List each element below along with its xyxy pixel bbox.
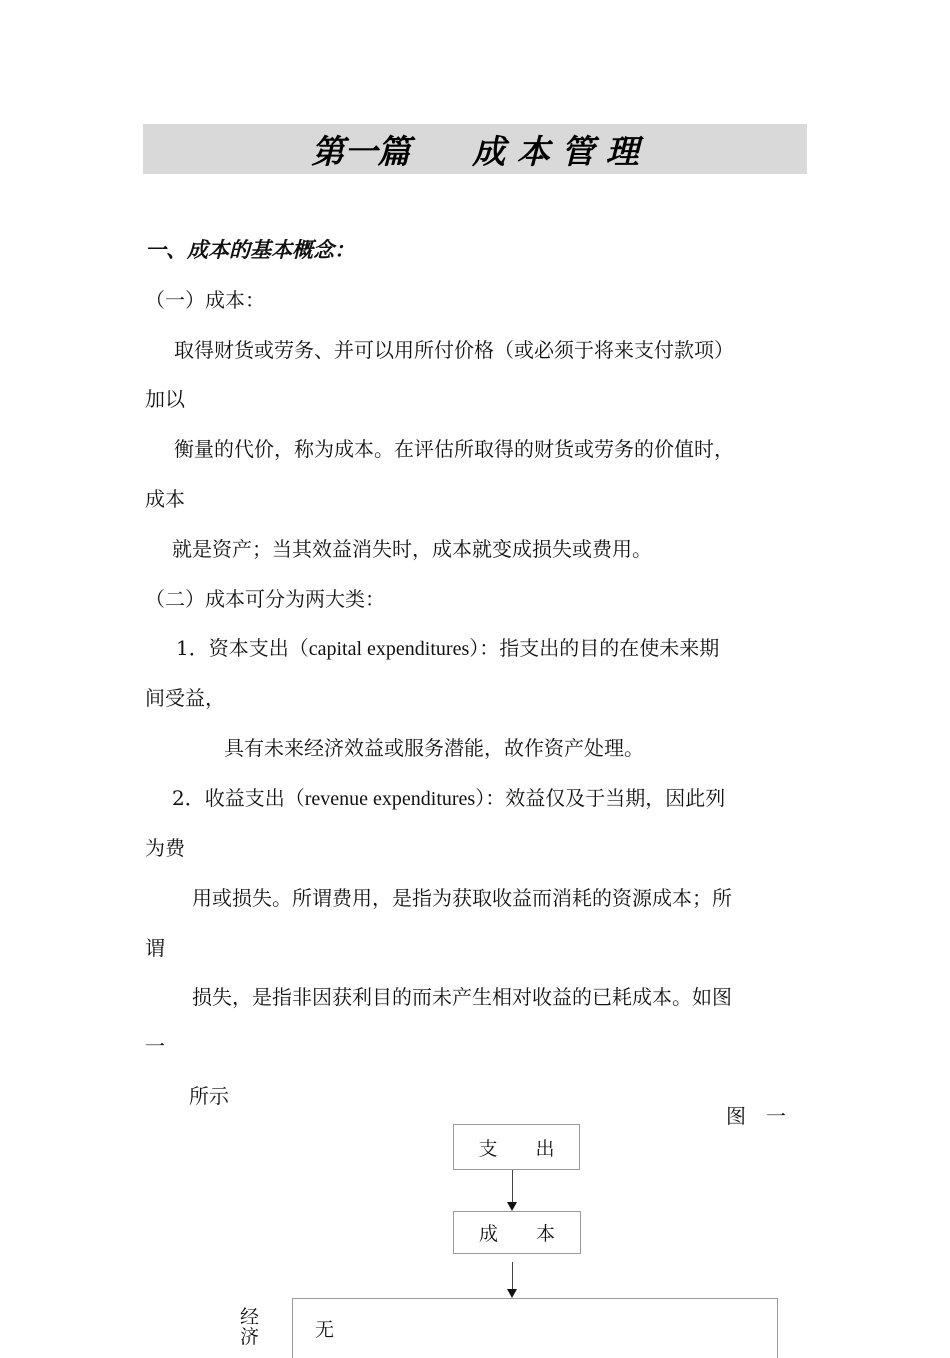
- paragraph-line: 取得财货或劳务、并可以用所付价格（或必须于将来支付款项）: [174, 338, 734, 362]
- flow-arrow-line: [512, 1170, 513, 1204]
- flow-branch-box: [292, 1298, 778, 1358]
- english-term: revenue expenditures: [304, 788, 476, 810]
- title-part-chapter: 第一篇: [311, 131, 411, 171]
- paragraph-line: 成本: [145, 487, 185, 511]
- paragraph-line: 一: [145, 1034, 165, 1058]
- list-item-capital: [176, 636, 719, 661]
- section-heading: 一、成本的基本概念：: [145, 238, 355, 262]
- flow-box-expenditure: 支 出: [453, 1124, 580, 1170]
- flow-branch-text: 无: [315, 1319, 335, 1341]
- paragraph-line: 加以: [145, 387, 185, 411]
- paragraph-line: 所示: [189, 1084, 229, 1108]
- flow-box-cost: 成 本: [453, 1211, 581, 1254]
- flow-arrow-line: [512, 1262, 513, 1290]
- flow-side-label-char: 经: [240, 1306, 260, 1328]
- title-part-subject: 成 本 管 理: [472, 131, 639, 171]
- paragraph-line: 间受益，: [145, 686, 225, 710]
- list-item-suffix: ）：效益仅及于当期，因此列: [475, 786, 726, 810]
- arrow-down-icon: [507, 1202, 517, 1211]
- paragraph-line: 用或损失。所谓费用，是指为获取收益而消耗的资源成本；所: [192, 886, 732, 910]
- paragraph-line: 谓: [145, 936, 165, 960]
- list-item-suffix: ）：指支出的目的在使未来期: [469, 636, 720, 660]
- paragraph-line: 就是资产；当其效益消失时，成本就变成损失或费用。: [172, 537, 652, 561]
- flow-side-label-char: 济: [240, 1326, 260, 1348]
- title-banner: [143, 124, 807, 174]
- english-term: capital expenditures: [308, 638, 470, 660]
- figure-label: 图 一: [726, 1104, 786, 1128]
- subsection-heading-categories: （二）成本可分为两大类：: [145, 587, 385, 611]
- subsection-heading-cost: （一）成本：: [145, 288, 265, 312]
- list-item-prefix: 2．收益支出（: [172, 786, 305, 810]
- paragraph-line: 衡量的代价，称为成本。在评估所取得的财货或劳务的价值时，: [174, 437, 734, 461]
- paragraph-line: 具有未来经济效益或服务潜能，故作资产处理。: [224, 736, 644, 760]
- arrow-down-icon: [507, 1289, 517, 1298]
- paragraph-line: 损失，是指非因获利目的而未产生相对收益的已耗成本。如图: [192, 985, 732, 1009]
- paragraph-line: 为费: [145, 836, 185, 860]
- list-item-prefix: 1．资本支出（: [176, 636, 309, 660]
- list-item-revenue: [172, 786, 725, 811]
